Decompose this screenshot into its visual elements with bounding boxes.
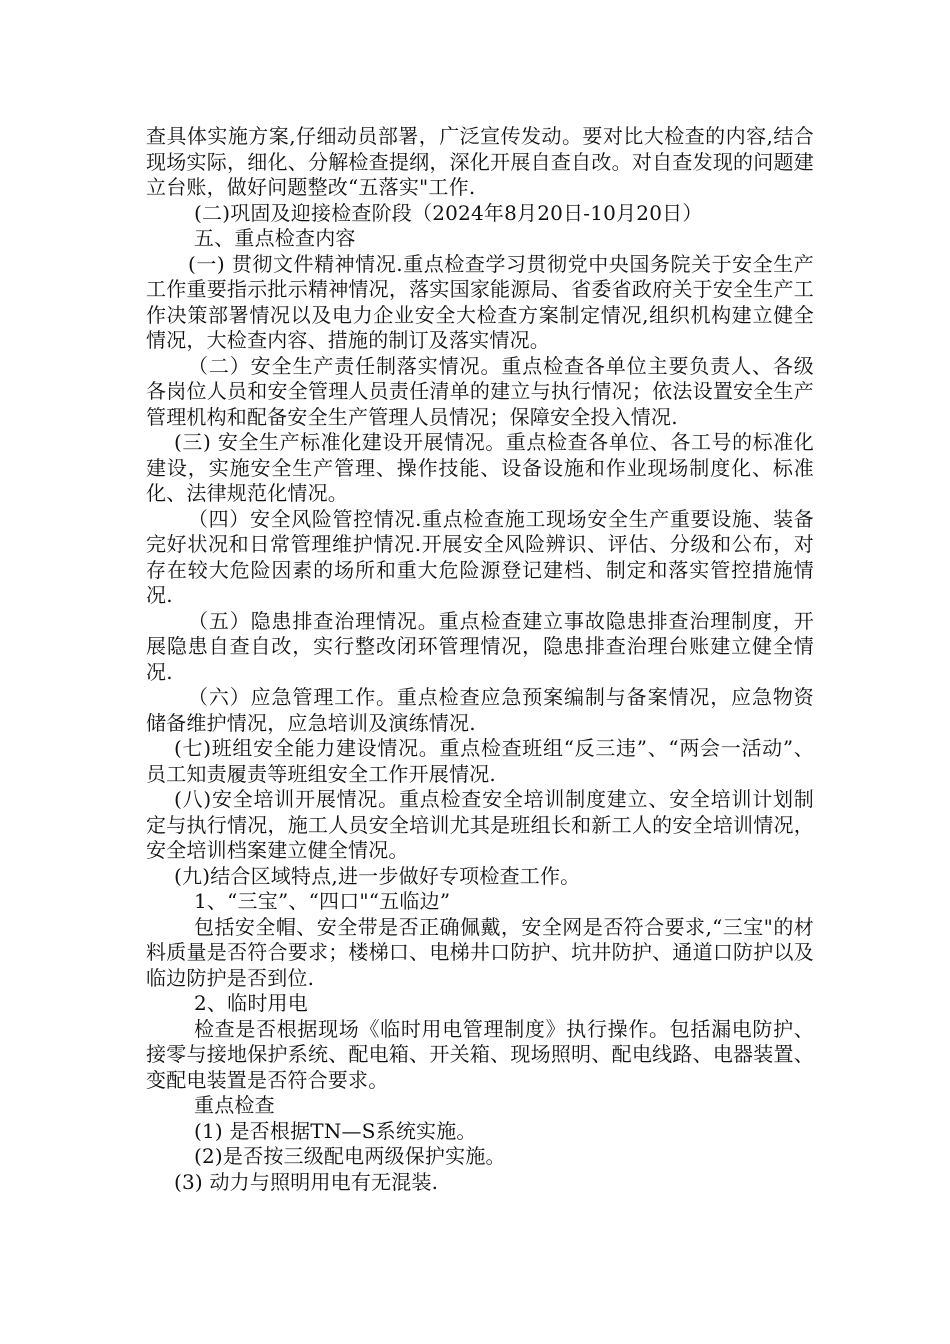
paragraph-item-5: （五）隐患排查治理情况。重点检查建立事故隐患排查治理制度，开展隐患自查自改，实行整改闭环管理情况，隐患排查治理台账建立健全情况. bbox=[146, 608, 814, 684]
subheading-key-checks: 重点检查 bbox=[194, 1093, 275, 1117]
list-item-2: (2)是否按三级配电两级保护实施。 bbox=[194, 1144, 506, 1168]
subheading-temporary-power: 2、临时用电 bbox=[194, 991, 308, 1015]
paragraph-item-3: (三) 安全生产标准化建设开展情况。重点检查各单位、各工号的标准化建设，实施安全生产管理、操作技能、设备设施和作业现场制度化、标准化、法律规范化情况。 bbox=[146, 430, 814, 505]
paragraph-temporary-power: 检查是否根据现场《临时用电管理制度》执行操作。包括漏电防护、接零与接地保护系统、配电箱、开关箱、现场照明、配电线路、电器装置、变配电装置是否符合要求。 bbox=[146, 1016, 814, 1092]
paragraph-item-8: (八)安全培训开展情况。重点检查安全培训制度建立、安全培训计划制定与执行情况，施工人员安全培训尤其是班组长和新工人的安全培训情况，安全培训档案建立健全情况。 bbox=[146, 787, 814, 862]
list-item-3: (3) 动力与照明用电有无混装. bbox=[174, 1169, 439, 1194]
list-item-1: (1) 是否根据TN—S系统实施。 bbox=[194, 1118, 477, 1143]
paragraph-item-6: （六）应急管理工作。重点检查应急预案编制与备案情况，应急物资储备维护情况，应急培训及演练情况. bbox=[146, 685, 814, 735]
paragraph-item-9: (九)结合区域特点,进一步做好专项检查工作。 bbox=[174, 863, 581, 888]
paragraph-item-7: (七)班组安全能力建设情况。重点检查班组“反三违”、“两会一活动”、员工知责履责等班组安全工作开展情况. bbox=[146, 736, 814, 786]
paragraph-item-4: （四）安全风险管控情况.重点检查施工现场安全生产重要设施、装备完好状况和日常管理维护情况.开展安全风险辨识、评估、分级和公布，对存在较大危险因素的场所和重大危险源登记建档、制定和落实管控措施情况. bbox=[146, 506, 814, 607]
paragraph-three-treasures: 包括安全帽、安全带是否正确佩戴，安全网是否符合要求,“三宝"的材料质量是否符合要求；楼梯口、电梯井口防护、坑井防护、通道口防护以及临边防护是否到位. bbox=[146, 914, 814, 990]
paragraph-item-1: (一) 贯彻文件精神情况.重点检查学习贯彻党中央国务院关于安全生产工作重要指示批示精神情况，落实国家能源局、省委省政府关于安全生产工作决策部署情况以及电力企业安全大检查方案制定情况,组织机构建立健全情况，大检查内容、措施的制订及落实情况。 bbox=[146, 251, 814, 352]
paragraph-phase-two: (二)巩固及迎接检查阶段（2024年8月20日-10月20日） bbox=[194, 200, 703, 225]
paragraph-self-inspection: 查具体实施方案,仔细动员部署，广泛宣传发动。要对比大检查的内容,结合现场实际，细化、分解检查提纲，深化开展自查自改。对自查发现的问题建立台账，做好问题整改“五落实"工作. bbox=[146, 124, 814, 199]
section-heading-key-inspection: 五、重点检查内容 bbox=[194, 226, 356, 250]
subheading-three-treasures: 1、“三宝”、“四口"“五临边” bbox=[194, 889, 451, 913]
document-body bbox=[146, 124, 814, 1195]
paragraph-item-2: （二）安全生产责任制落实情况。重点检查各单位主要负责人、各级各岗位人员和安全管理人员责任清单的建立与执行情况；依法设置安全生产管理机构和配备安全生产管理人员情况；保障安全投入情况. bbox=[146, 353, 814, 429]
